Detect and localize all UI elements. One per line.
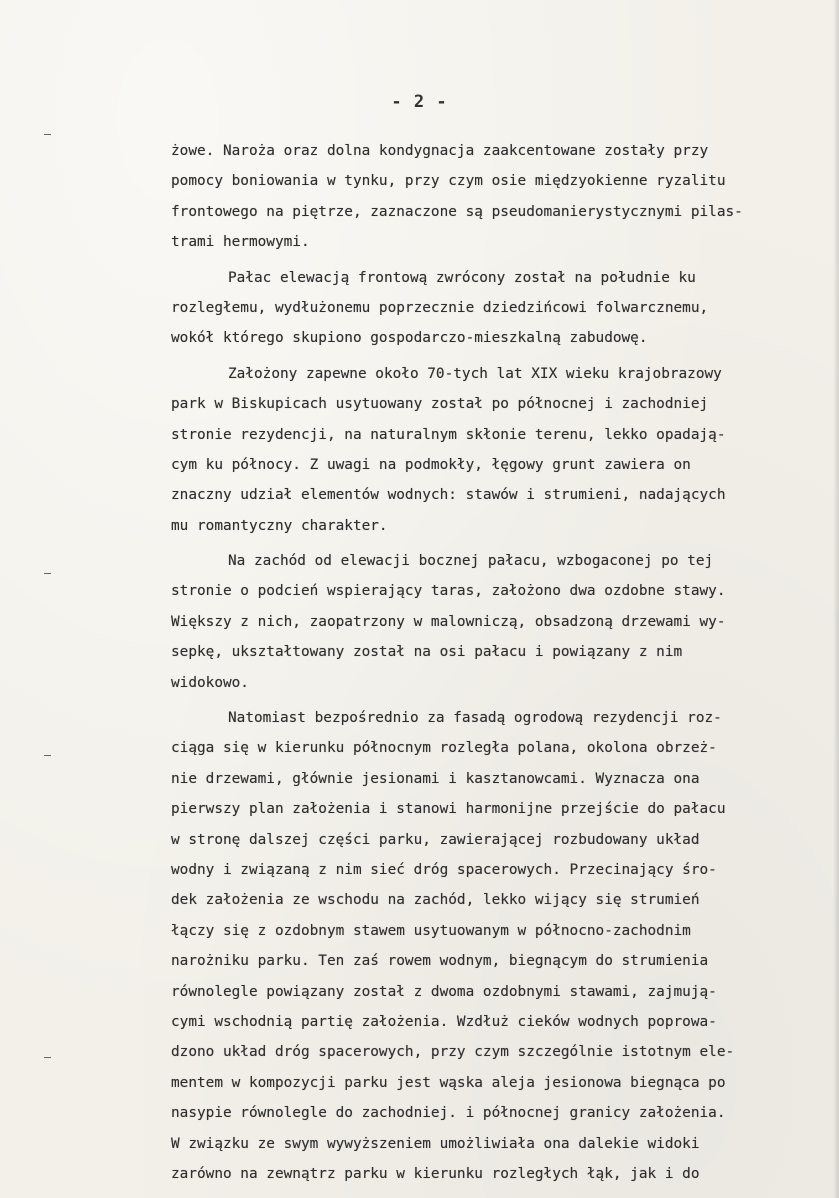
paragraph bbox=[171, 703, 831, 1189]
paragraph bbox=[171, 546, 831, 698]
text-line: stronie o podcień wspierający taras, założono dwa ozdobne stawy. bbox=[171, 583, 726, 600]
paragraph bbox=[171, 359, 831, 541]
text-line: Natomiast bezpośrednio za fasadą ogrodową rezydencji roz- bbox=[228, 710, 722, 727]
typewritten-body bbox=[171, 136, 831, 1189]
text-line: Większy z nich, zaopatrzony w malowniczą, obsadzoną drzewami wy- bbox=[171, 613, 726, 630]
text-line: park w Biskupicach usytuowany został po północnej i zachodniej bbox=[171, 396, 709, 413]
text-line: pomocy boniowania w tynku, przy czym osie międzyokienne ryzalitu bbox=[171, 173, 726, 190]
text-line: żowe. Naroża oraz dolna kondygnacja zaakcentowane zostały przy bbox=[171, 143, 709, 159]
text-line: wokół którego skupiono gospodarczo-mieszkalną zabudowę. bbox=[171, 330, 648, 347]
text-line: W związku ze swym wywyższeniem umożliwiała ona dalekie widoki bbox=[171, 1135, 700, 1152]
text-line: sepkę, ukształtowany został na osi pałacu i powiązany z nim bbox=[171, 644, 683, 661]
text-line: wodny i związaną z nim sieć dróg spacerowych. Przecinający śro- bbox=[171, 861, 717, 878]
text-line: trami hermowymi. bbox=[171, 234, 310, 251]
text-line: cym ku północy. Z uwagi na podmokły, łęgowy grunt zawiera on bbox=[171, 456, 691, 473]
text-line: pierwszy plan założenia i stanowi harmonijne przejście do pałacu bbox=[171, 801, 726, 818]
paragraph bbox=[171, 263, 831, 354]
paragraph bbox=[171, 136, 831, 258]
text-line: widokowo. bbox=[171, 674, 249, 691]
text-line: rozległemu, wydłużonemu poprzecznie dziedzińcowi folwarcznemu, bbox=[171, 299, 709, 316]
margin-mark bbox=[44, 755, 51, 756]
text-line: dek założenia ze wschodu na zachód, lekko wijący się strumień bbox=[171, 892, 700, 909]
text-line: cymi wschodnią partię założenia. Wzdłuż cieków wodnych poprowa- bbox=[171, 1013, 717, 1030]
text-line: ciąga się w kierunku północnym rozległa polana, okolona obrzeż- bbox=[171, 740, 717, 757]
page-number: - 2 - bbox=[391, 92, 448, 112]
margin-mark bbox=[44, 134, 51, 135]
text-line: mentem w kompozycji parku jest wąska aleja jesionowa biegnąca po bbox=[171, 1074, 726, 1091]
text-line: równolegle powiązany został z dwoma ozdobnymi stawami, zajmują- bbox=[171, 983, 717, 1000]
text-line: nie drzewami, głównie jesionami i kasztanowcami. Wyznacza ona bbox=[171, 770, 700, 787]
text-line: dzono układ dróg spacerowych, przy czym szczególnie istotnym ele- bbox=[171, 1044, 735, 1061]
text-line: frontowego na piętrze, zaznaczone są pseudomanierystycznymi pilas- bbox=[171, 203, 743, 220]
text-line: Na zachód od elewacji bocznej pałacu, wzbogaconej po tej bbox=[228, 553, 714, 570]
text-line: Pałac elewacją frontową zwrócony został na południe ku bbox=[228, 269, 696, 286]
text-line: w stronę dalszej części parku, zawierającej rozbudowany układ bbox=[171, 831, 700, 848]
margin-mark bbox=[44, 1057, 51, 1058]
text-line: narożniku parku. Ten zaś rowem wodnym, biegnącym do strumienia bbox=[171, 953, 709, 970]
page-edge-shadow bbox=[833, 0, 839, 1198]
text-line: znaczny udział elementów wodnych: stawów i strumieni, nadających bbox=[171, 487, 726, 504]
text-line: nasypie równolegle do zachodniej. i północnej granicy założenia. bbox=[171, 1105, 726, 1122]
text-line: Założony zapewne około 70-tych lat XIX wieku krajobrazowy bbox=[228, 365, 722, 382]
text-line: stronie rezydencji, na naturalnym skłonie terenu, lekko opadają- bbox=[171, 426, 726, 443]
text-line: zarówno na zewnątrz parku w kierunku rozległych łąk, jak i do bbox=[171, 1165, 700, 1182]
margin-mark bbox=[44, 573, 51, 574]
text-line: łączy się z ozdobnym stawem usytuowanym w północno-zachodnim bbox=[171, 922, 691, 939]
text-line: mu romantyczny charakter. bbox=[171, 517, 388, 534]
